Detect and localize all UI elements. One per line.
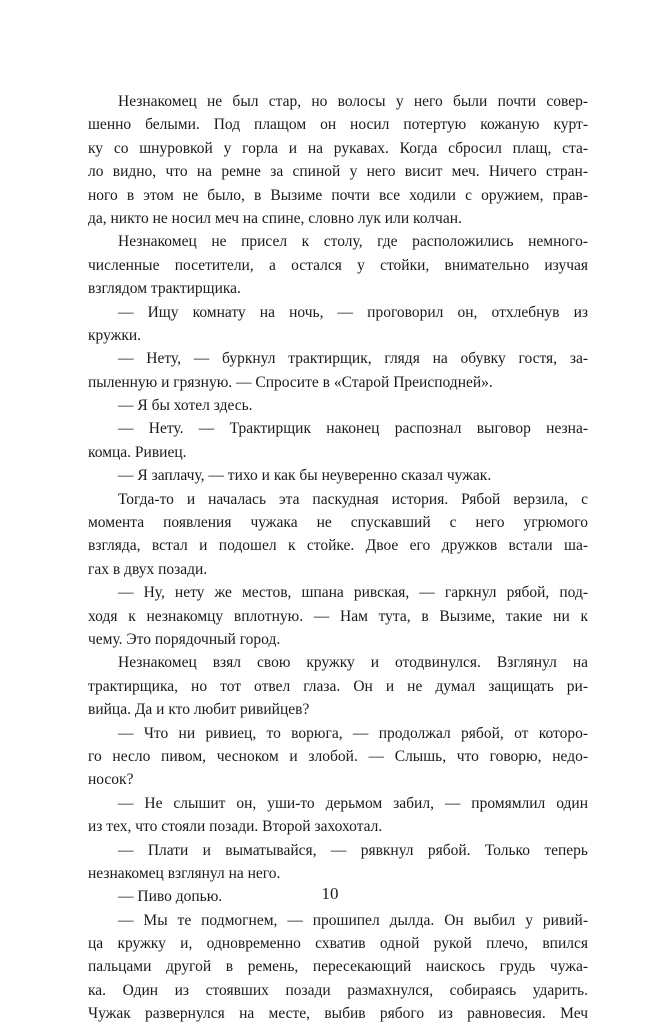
text-line: — Я бы хотел здесь. — [118, 397, 253, 415]
text-line: кружки. — [88, 326, 142, 344]
text-line: численные посетители, а остался у стойки, внимательно изучая — [88, 256, 588, 274]
text-line: го несло пивом, чесноком и злобой. — Слышь, что говорю, недо- — [88, 747, 588, 765]
text-line: незнакомец взглянул на него. — [88, 864, 281, 882]
text-line: Незнакомец не был стар, но волосы у него были почти совер- — [118, 93, 588, 110]
paragraph — [88, 417, 588, 464]
text-line: — Не слышит он, уши-то дерьмом забил, — промямлил один — [118, 794, 588, 812]
text-line: комца. Ривиец. — [88, 443, 187, 461]
text-line: вийца. Да и кто любит ривийцев? — [88, 701, 310, 719]
text-line: носок? — [88, 771, 134, 789]
page-number: 10 — [321, 884, 339, 903]
text-line: — Плати и выматывайся, — рявкнул рябой. Только теперь — [118, 841, 588, 859]
text-line: — Ищу комнату на ночь, — проговорил он, отхлебнув из — [118, 303, 588, 321]
paragraph — [88, 230, 588, 300]
text-line: да, никто не носил меч на спине, словно лук или колчан. — [88, 209, 462, 227]
text-line: — Пиво допью. — [118, 888, 223, 906]
paragraph — [88, 909, 588, 1026]
text-line: ку со шнуровкой у горла и на рукавах. Когда сбросил плащ, ста- — [88, 139, 588, 157]
text-line: трактирщика, но тот отвел глаза. Он и не думал защищать ри- — [88, 677, 588, 695]
text-line: шенно белыми. Под плащом он носил потертую кожаную курт- — [88, 116, 588, 134]
text-line: ходя к незнакомцу вплотную. — Нам тута, в Вызиме, такие ни к — [88, 607, 588, 625]
paragraph — [88, 722, 588, 792]
paragraph — [88, 792, 588, 839]
paragraph — [88, 488, 588, 582]
text-line: ного в этом не было, в Вызиме почти все ходили с оружием, прав- — [88, 186, 588, 204]
paragraph — [88, 839, 588, 886]
text-line: чему. Это порядочный город. — [88, 630, 281, 648]
text-line: пыленную и грязную. — Спросите в «Старой Преисподней». — [88, 373, 493, 391]
text-line: пальцами другой в ремень, пересекающий наискось грудь чужа- — [88, 958, 588, 976]
paragraph — [88, 347, 588, 394]
text-line: — Мы те подмогнем, — прошипел дылда. Он выбил у ривий- — [118, 911, 588, 929]
text-line: — Ну, нету же местов, шпана ривская, — гаркнул рябой, под- — [118, 584, 588, 602]
paragraph — [88, 651, 588, 721]
text-line: взгляда, встал и подошел к стойке. Двое его дружков встали ша- — [88, 537, 588, 555]
text-line: — Нету, — буркнул трактирщик, глядя на обувку гостя, за- — [118, 350, 588, 368]
text-line: из тех, что стояли позади. Второй захохотал. — [88, 818, 383, 836]
paragraph — [88, 90, 588, 230]
text-line: — Я заплачу, — тихо и как бы неуверенно сказал чужак. — [118, 467, 492, 485]
text-line: гах в двух позади. — [88, 560, 208, 578]
paragraph — [88, 581, 588, 651]
text-line: Незнакомец не присел к столу, где расположились немного- — [118, 233, 588, 251]
paragraph — [88, 301, 588, 348]
text-line: ка. Один из стоявших позади размахнулся, собираясь ударить. — [88, 981, 588, 999]
text-line: взглядом трактирщика. — [88, 280, 241, 298]
paragraph — [88, 394, 588, 417]
text-line: Незнакомец взял свою кружку и отодвинулся. Взглянул на — [118, 654, 588, 672]
text-line: Тогда-то и началась эта паскудная история. Рябой верзила, с — [118, 490, 588, 508]
text-line: ца кружку и, одновременно схватив одной рукой плечо, впился — [88, 935, 588, 953]
text-line: Чужак развернулся на месте, выбив рябого из равновесия. Меч — [88, 1005, 588, 1023]
text-line: момента появления чужака не спускавший с него угрюмого — [88, 514, 588, 532]
text-line: ло видно, что на ремне за спиной у него висит меч. Ничего стран- — [88, 163, 588, 181]
text-line: — Что ни ривиец, то ворюга, — продолжал рябой, от которо- — [118, 724, 588, 742]
paragraph — [88, 464, 588, 487]
text-line: — Нету. — Трактирщик наконец распознал выговор незна- — [118, 420, 588, 438]
